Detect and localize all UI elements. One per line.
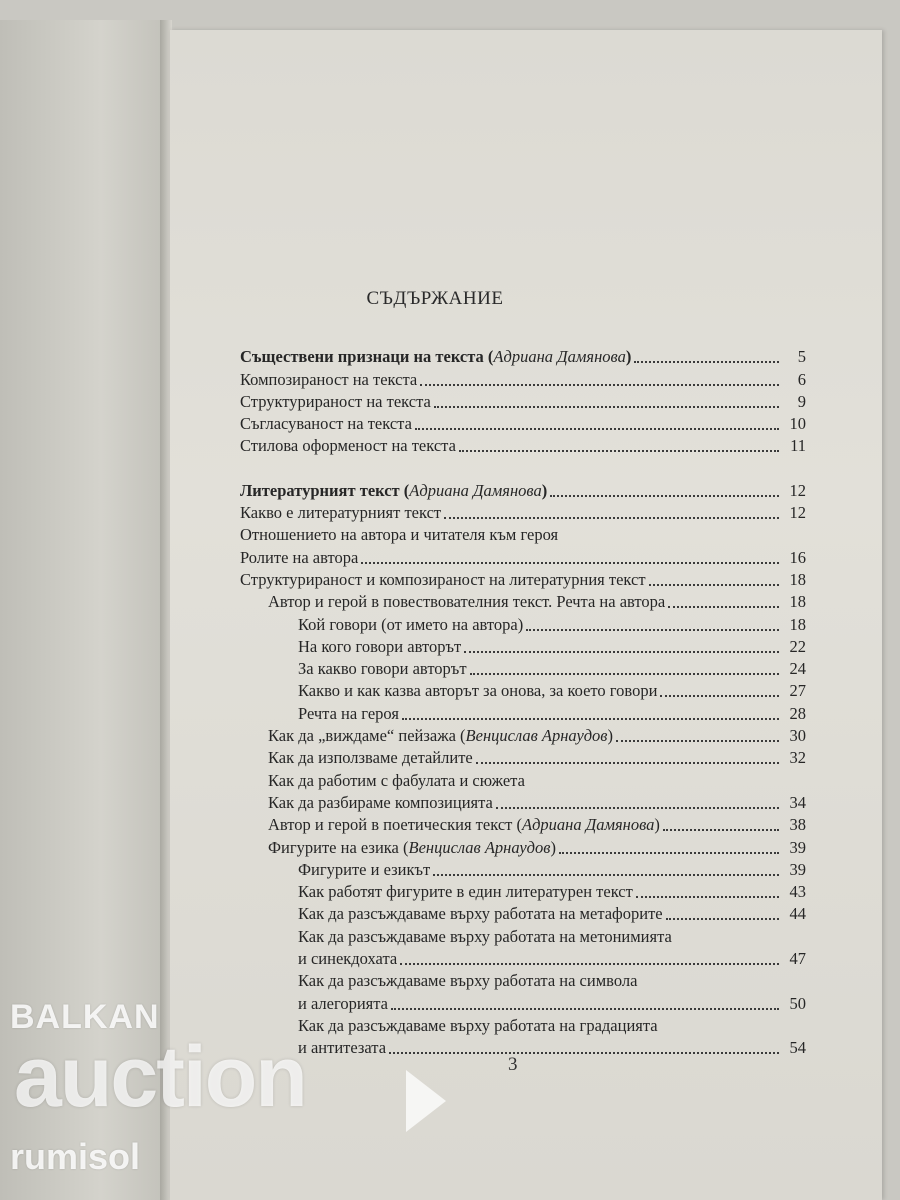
toc-leader-dots [402,718,779,720]
toc-entry-title: Какво е литературният текст [240,503,442,523]
watermark-balkan: BALKAN [10,998,160,1036]
toc-entry [240,903,806,925]
toc-entry-title: Какво и как казва авторът за онова, за което говори [298,681,658,701]
toc-entry-author: Адриана Дамянова [521,815,655,835]
toc-page-number: 32 [789,748,806,768]
toc-entry [240,591,806,613]
toc-leader-dots [361,562,779,564]
toc-page-number: 18 [789,592,806,612]
toc-entry [240,836,806,858]
toc-page-number: 22 [789,636,806,656]
toc-entry [240,569,806,591]
toc-entry [240,479,806,501]
toc-leader-dots [559,852,779,854]
toc-section-gap [240,457,806,479]
toc-page-number: 44 [789,904,806,924]
toc-entry-title: Как да разбираме композицията [268,792,493,812]
toc-entry [240,636,806,658]
toc-entry-title: Как да разсъждаваме върху работата на символа [298,971,638,991]
toc-page-number: 39 [789,859,806,879]
toc-page-number: 9 [797,391,806,411]
toc-entry-author: Адриана Дамянова [493,347,626,367]
toc-entry-title: Съгласуваност на текста [240,414,412,434]
toc-entry-title: На кого говори авторът [298,636,462,656]
toc-page-number: 34 [789,792,806,812]
toc-page-number: 28 [789,703,806,723]
toc-page-number: 12 [789,503,806,523]
toc-entry-title: Как да разсъждаваме върху работата на метафорите [298,904,663,924]
toc-leader-dots [476,762,779,764]
toc-leader-dots [459,450,779,452]
toc-page-number: 30 [789,726,806,746]
toc-page-number: 18 [789,614,806,634]
toc-leader-dots [526,629,779,631]
toc-leader-dots [464,651,779,653]
toc-leader-dots [415,428,779,430]
toc-leader-dots [400,963,779,965]
toc-entry [240,859,806,881]
toc-leader-dots [550,495,779,497]
toc-leader-dots [616,740,779,742]
toc-entry-author: Адриана Дамянова [409,480,542,500]
toc-leader-dots [444,517,779,519]
toc-entry [240,524,806,546]
toc-page-number: 18 [789,569,806,589]
toc-entry-title: Речта на героя [298,703,399,723]
toc-page-number: 6 [797,369,806,389]
toc-title: СЪДЪРЖАНИЕ [366,288,504,309]
toc-page-number: 24 [789,659,806,679]
toc-entry-title: Как да работим с фабулата и сюжета [268,770,525,790]
toc-page-number: 50 [789,993,806,1013]
watermark-logo [10,998,450,1188]
toc-entry [240,769,806,791]
toc-entry-title: Литературният текст (Адриана Дамянова) [240,480,548,500]
toc-entry-title: и синекдохата [298,949,398,969]
toc-entry-title: Съществени признаци на текста (Адриана Дамянова) [240,347,632,367]
toc-entry-author: Венцислав Арнаудов [465,726,608,746]
toc-page-number: 43 [789,882,806,902]
toc-entry-title: Как да разсъждаваме върху работата на градацията [298,1015,658,1035]
toc-leader-dots [420,384,779,386]
toc-entry-title: Ролите на автора [240,547,359,567]
toc-entry [240,502,806,524]
toc-entry-title: Как да използваме детайлите [268,748,473,768]
toc-leader-dots [434,406,779,408]
toc-page-number: 16 [789,547,806,567]
toc-entry [240,881,806,903]
toc-leader-dots [649,584,779,586]
toc-entry-title: Как работят фигурите в един литературен текст [298,882,633,902]
toc-leader-dots [666,918,779,920]
toc-entry-title: и антитезата [298,1038,387,1058]
toc-entry-title: Структурираност на текста [240,391,431,411]
toc-leader-dots [634,361,779,363]
toc-entry [240,346,806,368]
toc-page-number: 39 [789,837,806,857]
toc-entry-title: и алегорията [298,993,388,1013]
toc-leader-dots [636,896,779,898]
toc-entry [240,747,806,769]
toc-page-number: 27 [789,681,806,701]
toc-entry [240,970,806,992]
toc-entry-author: Венцислав Арнаудов [408,837,551,857]
watermark-arrow-icon [402,1066,450,1136]
toc-leader-dots [433,874,779,876]
toc-entry-title: Как да разсъждаваме върху работата на метонимията [298,926,672,946]
toc-entry-title: Отношението на автора и читателя към героя [240,525,559,545]
table-of-contents [240,346,806,1059]
toc-entry [240,680,806,702]
toc-page-number: 47 [789,949,806,969]
watermark-rumisol: rumisol [10,1136,141,1177]
toc-entry [240,391,806,413]
toc-entry [240,725,806,747]
toc-entry-title: Фигурите на езика (Венцислав Арнаудов) [268,837,556,857]
toc-entry [240,948,806,970]
toc-entry-title: Фигурите и езикът [298,859,431,879]
toc-page-number: 10 [789,414,806,434]
toc-page-number: 11 [790,436,806,456]
toc-entry [240,546,806,568]
toc-entry [240,658,806,680]
toc-entry-title: Композираност на текста [240,369,418,389]
toc-leader-dots [663,829,779,831]
toc-entry [240,792,806,814]
toc-entry [240,702,806,724]
toc-leader-dots [668,606,779,608]
toc-entry-title: Кой говори (от името на автора) [298,614,524,634]
toc-entry-title: Автор и герой в поетическия текст (Адриана Дамянова) [268,815,660,835]
toc-entry-title: Структурираност и композираност на литературния текст [240,569,646,589]
toc-page-number: 5 [797,347,806,367]
toc-page-number: 54 [789,1038,806,1058]
toc-entry-title: Автор и герой в повествователния текст. Речта на автора [268,592,666,612]
toc-entry [240,814,806,836]
page-number: 3 [508,1054,518,1075]
toc-leader-dots [470,673,779,675]
toc-page-number: 38 [789,815,806,835]
toc-entry [240,925,806,947]
toc-entry [240,368,806,390]
toc-entry [240,413,806,435]
toc-entry-title: Как да „виждаме“ пейзажа (Венцислав Арнаудов) [268,726,613,746]
toc-entry-title: Стилова оформеност на текста [240,436,456,456]
toc-entry-title: За какво говори авторът [298,659,467,679]
watermark-auction: auction [14,1029,306,1125]
toc-leader-dots [496,807,779,809]
toc-entry [240,613,806,635]
toc-leader-dots [660,695,779,697]
toc-page-number: 12 [789,480,806,500]
toc-entry [240,435,806,457]
